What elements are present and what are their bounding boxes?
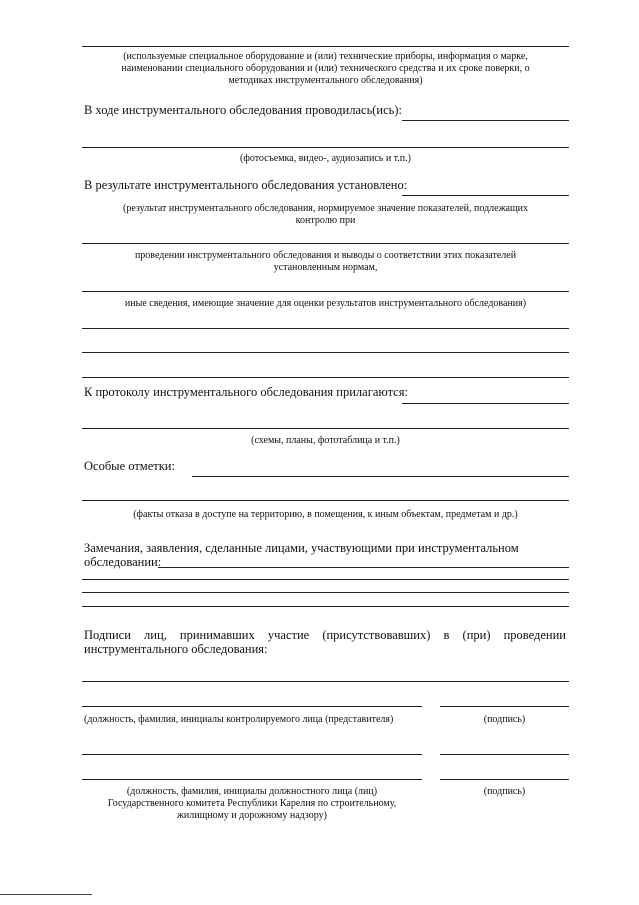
fill-line[interactable]: [402, 403, 569, 404]
label-remarks-line2: обследовании:: [84, 555, 162, 569]
caption-other-info: иные сведения, имеющие значение для оценки результатов инструментального обследования): [124, 298, 527, 309]
fill-line[interactable]: [82, 606, 569, 607]
fill-line[interactable]: [82, 754, 422, 755]
fill-line[interactable]: [82, 352, 569, 353]
fill-line[interactable]: [82, 428, 569, 429]
fill-line[interactable]: [82, 377, 569, 378]
label-attached: К протоколу инструментального обследования прилагаются:: [84, 385, 408, 399]
label-established: В результате инструментального обследования установлено:: [84, 178, 408, 192]
label-signatures-line2: инструментального обследования:: [84, 642, 268, 656]
caption-attachments: (схемы, планы, фототаблица и т.п.): [251, 435, 400, 446]
caption-equipment: (используемые специальное оборудование и (или) технические приборы, информация о марке, наименовании специального оборудования и (или) технического средства и их сроке поверки, о методиках инструментального обследования): [121, 51, 530, 86]
fill-line[interactable]: [82, 147, 569, 148]
caption-controlled-person: (должность, фамилия, инициалы контролируемого лица (представителя): [84, 714, 394, 725]
label-conducted: В ходе инструментального обследования проводилась(ись):: [84, 103, 403, 117]
caption-recording: (фотосъемка, видео-, аудиозапись и т.п.): [240, 153, 411, 164]
page-edge-line: [0, 894, 92, 895]
fill-line[interactable]: [82, 681, 569, 682]
fill-line[interactable]: [82, 291, 569, 292]
caption-result: (результат инструментального обследования, нормируемое значение показателей, подлежащих контролю при: [123, 203, 528, 226]
fill-line[interactable]: [82, 779, 422, 780]
fill-line[interactable]: [440, 706, 569, 707]
label-remarks-line1: Замечания, заявления, сделанные лицами, участвующими при инструментальном: [84, 541, 519, 555]
fill-line[interactable]: [402, 195, 569, 196]
label-signatures-line1: Подписи лиц, принимавших участие (присутствовавших) в (при) проведении: [84, 628, 566, 642]
caption-refusal: (факты отказа в доступе на территорию, в помещения, к иным объектам, предметам и др.): [133, 509, 518, 520]
fill-line[interactable]: [82, 592, 569, 593]
fill-line[interactable]: [82, 328, 569, 329]
fill-line[interactable]: [82, 243, 569, 244]
fill-line[interactable]: [192, 476, 569, 477]
fill-line[interactable]: [402, 120, 569, 121]
fill-line[interactable]: [158, 567, 569, 568]
fill-line[interactable]: [82, 579, 569, 580]
fill-line[interactable]: [82, 500, 569, 501]
fill-line[interactable]: [82, 706, 422, 707]
caption-conclusions: проведении инструментального обследования и выводы о соответствии этих показателей установленным нормам,: [134, 250, 517, 273]
label-special-notes: Особые отметки:: [84, 459, 175, 473]
fill-line[interactable]: [82, 46, 569, 47]
fill-line[interactable]: [440, 754, 569, 755]
caption-official: (должность, фамилия, инициалы должностного лица (лиц) Государственного комитета Республики Карелия по строительному, жилищному и дорожному надзору): [107, 786, 397, 821]
caption-signature-1: (подпись): [483, 714, 526, 725]
fill-line[interactable]: [440, 779, 569, 780]
caption-signature-2: (подпись): [483, 786, 526, 797]
